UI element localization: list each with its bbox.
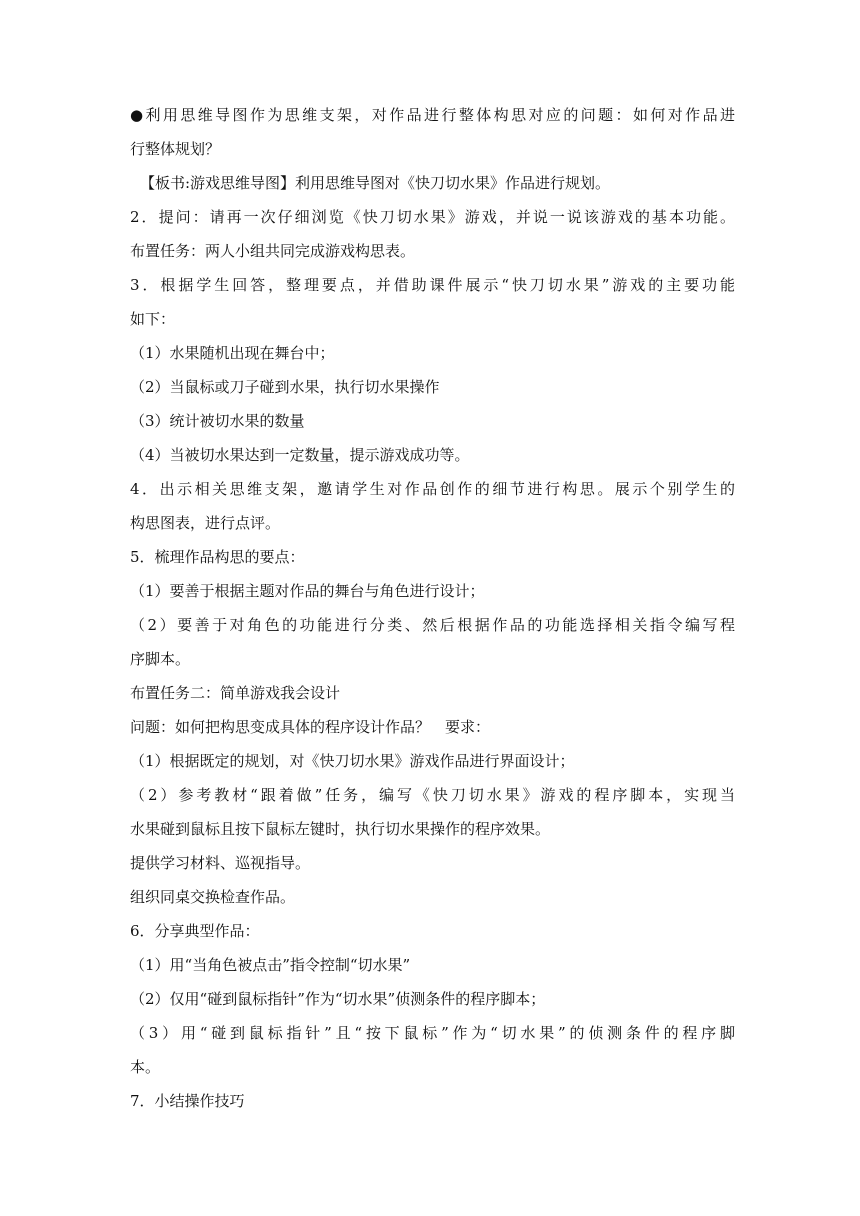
- list-item: （2）当鼠标或刀子碰到水果，执行切水果操作: [130, 378, 440, 396]
- paragraph-line: ●利用思维导图作为思维支架，对作品进行整体构思对应的问题：如何对作品进: [130, 106, 735, 124]
- paragraph-line: 问题：如何把构思变成具体的程序设计作品？ 要求：: [130, 718, 491, 736]
- paragraph-line: 布置任务二：简单游戏我会设计: [130, 684, 341, 702]
- paragraph-line: 3．根据学生回答，整理要点，并借助课件展示“快刀切水果”游戏的主要功能: [130, 276, 735, 294]
- paragraph-line: 6．分享典型作品：: [130, 922, 260, 940]
- paragraph-line: 布置任务：两人小组共同完成游戏构思表。: [130, 242, 416, 260]
- paragraph-line: 本。: [130, 1058, 161, 1076]
- paragraph-line: 组织同桌交换检查作品。: [130, 888, 296, 906]
- paragraph-line: 7．小结操作技巧: [130, 1092, 245, 1110]
- list-item: （2）参考教材“跟着做”任务，编写《快刀切水果》游戏的程序脚本，实现当: [130, 786, 735, 804]
- paragraph-line: 水果碰到鼠标且按下鼠标左键时，执行切水果操作的程序效果。: [130, 820, 551, 838]
- list-item: （1）用“当角色被点击”指令控制“切水果”: [130, 956, 411, 974]
- list-item: （4）当被切水果达到一定数量，提示游戏成功等。: [130, 446, 470, 464]
- list-item: （1）水果随机出现在舞台中；: [130, 344, 335, 362]
- paragraph-line: 提供学习材料、巡视指导。: [130, 854, 311, 872]
- paragraph-line: 4．出示相关思维支架，邀请学生对作品创作的细节进行构思。展示个别学生的: [130, 480, 735, 498]
- list-item: （3）统计被切水果的数量: [130, 412, 305, 430]
- paragraph-line: 如下：: [130, 310, 176, 328]
- document-body: [130, 98, 735, 1118]
- list-item: （3）用“碰到鼠标指针”且“按下鼠标”作为“切水果”的侦测条件的程序脚: [130, 1024, 735, 1042]
- paragraph-line: 序脚本。: [130, 650, 191, 668]
- paragraph-line: 行整体规划？: [130, 140, 221, 158]
- paragraph-line: 2．提问：请再一次仔细浏览《快刀切水果》游戏，并说一说该游戏的基本功能。: [130, 208, 735, 226]
- paragraph-line: 构思图表，进行点评。: [130, 514, 281, 532]
- list-item: （1）根据既定的规划，对《快刀切水果》游戏作品进行界面设计；: [130, 752, 575, 770]
- paragraph-line: 5．梳理作品构思的要点：: [130, 548, 305, 566]
- list-item: （1）要善于根据主题对作品的舞台与角色进行设计；: [130, 582, 485, 600]
- list-item: （2）要善于对角色的功能进行分类、然后根据作品的功能选择相关指令编写程: [130, 616, 735, 634]
- list-item: （2）仅用“碰到鼠标指针”作为“切水果”侦测条件的程序脚本；: [130, 990, 546, 1008]
- paragraph-line: 【板书:游戏思维导图】利用思维导图对《快刀切水果》作品进行规划。: [140, 174, 611, 192]
